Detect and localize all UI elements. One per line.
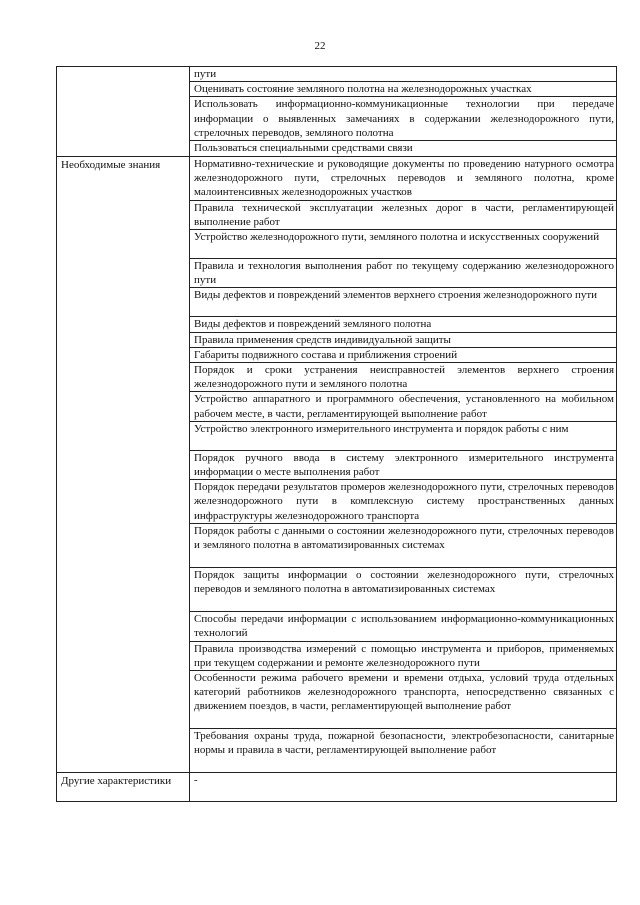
skill-cell: Использовать информационно-коммуникационные технологии при передаче информации о выявленных замечаниях в содержании железнодорожного пути, стрелочных переводов, земляного полотна <box>190 97 617 141</box>
skill-cell: Пользоваться специальными средствами связи <box>190 141 617 156</box>
knowledge-cell: Устройство аппаратного и программного обеспечения, установленного на мобильном рабочем месте, в части, регламентирующей выполнение работ <box>190 392 617 421</box>
table-row <box>57 156 617 200</box>
knowledge-cell: Порядок ручного ввода в систему электронного измерительного инструмента информации о месте выполнения работ <box>190 450 617 479</box>
knowledge-cell: Порядок работы с данными о состоянии железнодорожного пути, стрелочных переводов и земляного полотна в автоматизированных системах <box>190 524 617 568</box>
knowledge-cell: Правила применения средств индивидуальной защиты <box>190 332 617 347</box>
group-label-skills <box>57 67 190 157</box>
knowledge-cell: Способы передачи информации с использованием информационно-коммуникационных технологий <box>190 612 617 641</box>
knowledge-cell: Устройство железнодорожного пути, земляного полотна и искусственных сооружений <box>190 230 617 259</box>
skill-cell: пути <box>190 67 617 82</box>
skill-cell: Оценивать состояние земляного полотна на железнодорожных участках <box>190 82 617 97</box>
knowledge-cell: Порядок защиты информации о состоянии железнодорожного пути, стрелочных переводов и земляного полотна в автоматизированных системах <box>190 568 617 612</box>
knowledge-cell: Виды дефектов и повреждений элементов верхнего строения железнодорожного пути <box>190 288 617 317</box>
page-number: 22 <box>314 40 326 52</box>
knowledge-cell: Особенности режима рабочего времени и времени отдыха, условий труда отдельных категорий работников железнодорожного транспорта, непосредственно связанных с движением поездов, в части, регламентирующей выполнение работ <box>190 671 617 729</box>
knowledge-cell: Устройство электронного измерительного инструмента и порядок работы с ним <box>190 421 617 450</box>
table-row <box>57 773 617 802</box>
table-row <box>57 67 617 82</box>
group-label-other: Другие характеристики <box>57 773 190 802</box>
knowledge-cell: Правила и технология выполнения работ по текущему содержанию железнодорожного пути <box>190 259 617 288</box>
knowledge-cell: Виды дефектов и повреждений земляного полотна <box>190 317 617 332</box>
requirements-table <box>56 66 617 802</box>
knowledge-cell: Нормативно-технические и руководящие документы по проведению натурного осмотра железнодорожного пути, стрелочных переводов и земляного полотна, кроме малоинтенсивных железнодорожных участков <box>190 156 617 200</box>
other-cell: - <box>190 773 617 802</box>
group-label-knowledge: Необходимые знания <box>57 156 190 772</box>
knowledge-cell: Требования охраны труда, пожарной безопасности, электробезопасности, санитарные нормы и правила в части, регламентирующей выполнение работ <box>190 729 617 773</box>
knowledge-cell: Габариты подвижного состава и приближения строений <box>190 347 617 362</box>
knowledge-cell: Порядок передачи результатов промеров железнодорожного пути, стрелочных переводов железнодорожного пути в комплексную систему пространственных данных инфраструктуры железнодорожного транспорта <box>190 480 617 524</box>
knowledge-cell: Правила технической эксплуатации железных дорог в части, регламентирующей выполнение работ <box>190 200 617 229</box>
knowledge-cell: Порядок и сроки устранения неисправностей элементов верхнего строения железнодорожного пути и земляного полотна <box>190 363 617 392</box>
knowledge-cell: Правила производства измерений с помощью инструмента и приборов, применяемых при текущем содержании и ремонте железнодорожного пути <box>190 641 617 670</box>
